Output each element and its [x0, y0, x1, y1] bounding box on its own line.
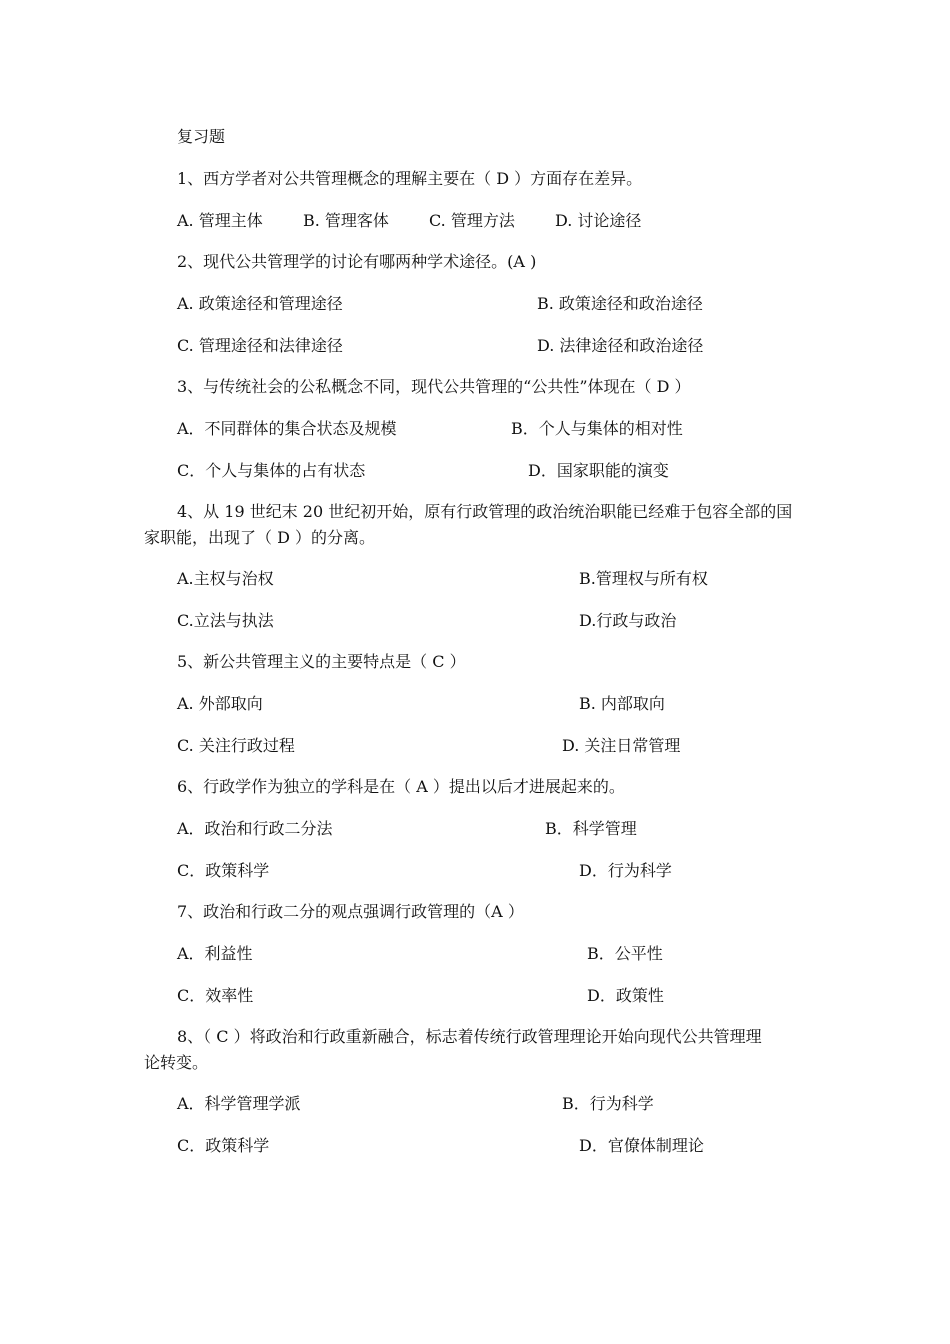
- question-8-option-d: D．官僚体制理论: [579, 1136, 704, 1155]
- question-6-option-c: C．政策科学: [177, 861, 270, 880]
- question-2-option-c: C. 管理途径和法律途径: [177, 336, 343, 355]
- question-5-option-c: C. 关注行政过程: [177, 736, 295, 755]
- question-8-option-c: C．政策科学: [177, 1136, 270, 1155]
- question-7-stem: 7、政治和行政二分的观点强调行政管理的（A ）: [177, 902, 524, 921]
- question-5-stem: 5、新公共管理主义的主要特点是（ C ）: [177, 652, 466, 671]
- document-title: 复习题: [177, 127, 226, 146]
- question-4-option-a: A.主权与治权: [177, 569, 274, 588]
- question-4-stem-line-1: 4、从 19 世纪末 20 世纪初开始，原有行政管理的政治统治职能已经难于包容全部的国: [177, 502, 793, 521]
- question-3-option-b: B．个人与集体的相对性: [511, 419, 683, 438]
- question-8-stem-line-2: 论转变。: [144, 1053, 209, 1072]
- question-1-stem: 1、西方学者对公共管理概念的理解主要在（ D ）方面存在差异。: [177, 169, 643, 188]
- question-7-option-d: D．政策性: [587, 986, 664, 1005]
- question-5-option-b: B. 内部取向: [579, 694, 665, 713]
- question-3-option-a: A．不同群体的集合状态及规模: [177, 419, 397, 438]
- question-6-option-d: D．行为科学: [579, 861, 672, 880]
- question-3-option-c: C．个人与集体的占有状态: [177, 461, 366, 480]
- question-5-option-d: D. 关注日常管理: [562, 736, 681, 755]
- question-6-option-a: A．政治和行政二分法: [177, 819, 333, 838]
- question-7-option-c: C．效率性: [177, 986, 254, 1005]
- question-2-option-d: D. 法律途径和政治途径: [537, 336, 704, 355]
- question-3-stem: 3、与传统社会的公私概念不同，现代公共管理的“公共性”体现在（ D ）: [177, 377, 691, 396]
- question-8-stem-line-1: 8、（ C ）将政治和行政重新融合，标志着传统行政管理理论开始向现代公共管理理: [177, 1027, 762, 1046]
- question-7-option-a: A．利益性: [177, 944, 253, 963]
- question-1-option-b: B. 管理客体: [303, 211, 389, 230]
- question-4-stem-line-2: 家职能，出现了（ D ）的分离。: [144, 528, 376, 547]
- question-2-stem: 2、现代公共管理学的讨论有哪两种学术途径。(A ): [177, 252, 537, 271]
- question-8-option-a: A．科学管理学派: [177, 1094, 301, 1113]
- question-2-option-b: B. 政策途径和政治途径: [537, 294, 703, 313]
- question-7-option-b: B．公平性: [587, 944, 663, 963]
- question-8-option-b: B．行为科学: [562, 1094, 654, 1113]
- question-1-option-d: D. 讨论途径: [555, 211, 642, 230]
- question-6-stem: 6、行政学作为独立的学科是在（ A ）提出以后才进展起来的。: [177, 777, 625, 796]
- question-3-option-d: D．国家职能的演变: [528, 461, 669, 480]
- question-2-option-a: A. 政策途径和管理途径: [177, 294, 343, 313]
- question-4-option-b: B.管理权与所有权: [579, 569, 708, 588]
- question-1-option-a: A. 管理主体: [177, 211, 263, 230]
- question-1-option-c: C. 管理方法: [429, 211, 515, 230]
- question-6-option-b: B．科学管理: [545, 819, 637, 838]
- question-4-option-c: C.立法与执法: [177, 611, 274, 630]
- question-4-option-d: D.行政与政治: [579, 611, 677, 630]
- question-5-option-a: A. 外部取向: [177, 694, 263, 713]
